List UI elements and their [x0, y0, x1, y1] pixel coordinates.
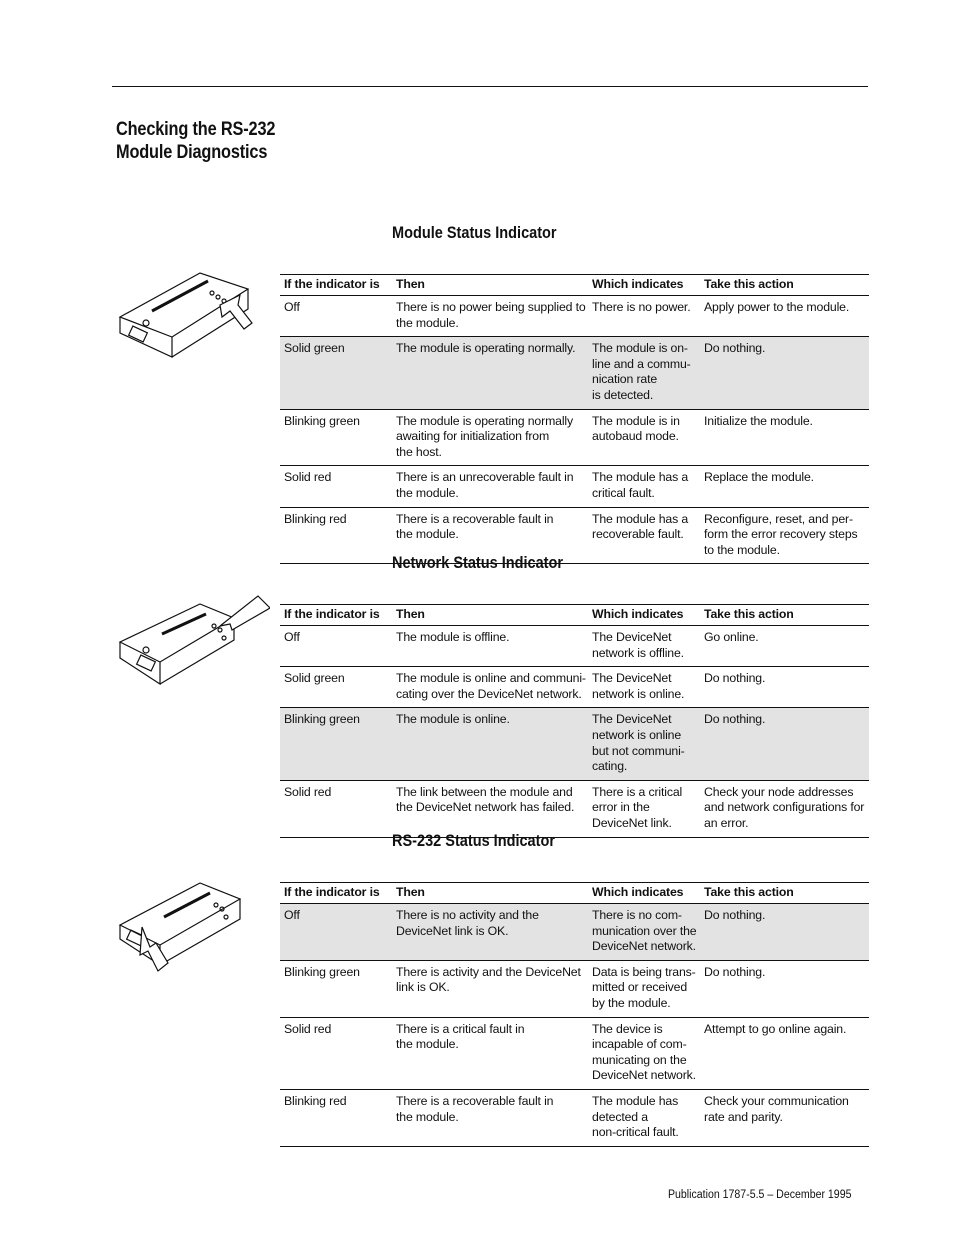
cell-text-line: Blinking red: [284, 1093, 347, 1108]
table-row: [280, 507, 869, 564]
cell-text-line: There is activity and the DeviceNet: [396, 964, 581, 979]
table-row: [280, 780, 869, 837]
table-row: [280, 296, 869, 337]
cell-text-line: Check your communication: [704, 1093, 849, 1108]
cell-text-line: Do nothing.: [704, 908, 766, 922]
cell-text-line: link is OK.: [396, 980, 450, 995]
cell-text-line: Blinking green: [284, 712, 360, 727]
table-row: [280, 409, 869, 466]
cell-text-line: non-critical fault.: [592, 1125, 679, 1140]
cell-text-line: The module is on-: [592, 341, 688, 356]
cell-text-line: Blinking green: [284, 964, 360, 979]
indicates-cell: [588, 708, 700, 780]
cell-text-line: There is no power.: [592, 300, 691, 314]
then-cell: [392, 708, 588, 780]
network-status-table: [280, 604, 869, 838]
cell-text-line: Do nothing.: [704, 671, 766, 686]
header-then: Then: [392, 605, 588, 626]
action-cell: [700, 507, 869, 564]
cell-text-line: There is no power being supplied to: [396, 300, 586, 314]
header-indicator: If the indicator is: [280, 275, 392, 296]
indicator-cell: [280, 1017, 392, 1089]
cell-text-line: The module is operating normally.: [396, 341, 576, 356]
cell-text-line: The module has: [592, 1093, 679, 1108]
action-cell: [700, 1017, 869, 1089]
rs232-device-illustration: [112, 873, 270, 988]
indicator-cell: [280, 626, 392, 667]
cell-text-line: an error.: [704, 815, 749, 830]
table-row: [280, 1089, 869, 1146]
indicator-cell: [280, 904, 392, 961]
cell-text-line: The DeviceNet: [592, 630, 672, 644]
cell-text-line: Attempt to go online again.: [704, 1021, 847, 1036]
cell-text-line: Reconfigure, reset, and per-: [704, 511, 853, 526]
cell-text-line: The DeviceNet: [592, 712, 672, 727]
action-cell: [700, 708, 869, 780]
indicator-cell: [280, 708, 392, 780]
then-cell: [392, 296, 588, 337]
cell-text-line: Solid red: [284, 470, 332, 485]
header-indicator: If the indicator is: [280, 883, 392, 904]
action-cell: [700, 780, 869, 837]
table-header-row: [280, 605, 869, 626]
action-cell: [700, 960, 869, 1017]
page-title-line-2: Module Diagnostics: [116, 142, 268, 163]
cell-text-line: The device is: [592, 1021, 663, 1036]
cell-text-line: Solid green: [284, 341, 345, 356]
cell-text-line: line and a commu-: [592, 356, 691, 371]
cell-text-line: Data is being trans-: [592, 964, 696, 979]
cell-text-line: the module.: [396, 1109, 459, 1124]
then-cell: [392, 626, 588, 667]
cell-text-line: DeviceNet network.: [592, 1068, 696, 1083]
action-cell: [700, 1089, 869, 1146]
cell-text-line: DeviceNet link is OK.: [396, 923, 509, 938]
cell-text-line: The module is offline.: [396, 630, 510, 644]
cell-text-line: the module.: [396, 527, 459, 542]
cell-text-line: Do nothing.: [704, 964, 766, 979]
cell-text-line: to the module.: [704, 542, 780, 557]
cell-text-line: but not communi-: [592, 743, 685, 758]
cell-text-line: Blinking red: [284, 511, 347, 526]
indicates-cell: [588, 1017, 700, 1089]
cell-text-line: The link between the module and: [396, 784, 573, 799]
cell-text-line: Off: [284, 300, 300, 314]
module-status-table: [280, 274, 869, 564]
cell-text-line: awaiting for initialization from: [396, 429, 550, 444]
indicates-cell: [588, 337, 700, 409]
cell-text-line: network is online.: [592, 686, 685, 701]
indicates-cell: [588, 626, 700, 667]
section-heading-network-status: Network Status Indicator: [392, 554, 564, 572]
cell-text-line: form the error recovery steps: [704, 527, 858, 542]
cell-text-line: municating on the: [592, 1052, 687, 1067]
cell-text-line: The module is online.: [396, 712, 510, 727]
cell-text-line: There is no activity and the: [396, 908, 539, 922]
cell-text-line: Initialize the module.: [704, 413, 813, 428]
cell-text-line: the module.: [396, 315, 459, 330]
cell-text-line: Solid red: [284, 1021, 332, 1036]
cell-text-line: There is a recoverable fault in: [396, 1093, 554, 1108]
cell-text-line: autobaud mode.: [592, 429, 679, 444]
cell-text-line: Apply power to the module.: [704, 300, 850, 314]
cell-text-line: Do nothing.: [704, 712, 766, 727]
cell-text-line: and network configurations for: [704, 800, 865, 815]
cell-text-line: There is no com-: [592, 908, 682, 922]
then-cell: [392, 1089, 588, 1146]
page-title-line-1: Checking the RS-232: [116, 119, 276, 140]
table-row: [280, 337, 869, 409]
indicator-cell: [280, 296, 392, 337]
header-action: Take this action: [700, 605, 869, 626]
indicator-cell: [280, 337, 392, 409]
indicator-cell: [280, 780, 392, 837]
indicates-cell: [588, 780, 700, 837]
header-indicates: Which indicates: [588, 605, 700, 626]
table-row: [280, 667, 869, 708]
header-then: Then: [392, 883, 588, 904]
cell-text-line: There is a critical fault in: [396, 1021, 525, 1036]
cell-text-line: cating over the DeviceNet network.: [396, 686, 582, 701]
cell-text-line: The module is online and communi-: [396, 671, 586, 686]
header-then: Then: [392, 275, 588, 296]
section-heading-rs232-status: RS-232 Status Indicator: [392, 832, 555, 850]
then-cell: [392, 780, 588, 837]
action-cell: [700, 337, 869, 409]
indicator-cell: [280, 667, 392, 708]
cell-text-line: Go online.: [704, 630, 759, 644]
cell-text-line: critical fault.: [592, 485, 655, 500]
cell-text-line: Solid green: [284, 671, 345, 686]
cell-text-line: rate and parity.: [704, 1109, 783, 1124]
table-row: [280, 1017, 869, 1089]
cell-text-line: Off: [284, 908, 300, 922]
section-heading-module-status: Module Status Indicator: [392, 224, 557, 242]
header-indicator: If the indicator is: [280, 605, 392, 626]
cell-text-line: is detected.: [592, 387, 654, 402]
cell-text-line: munication over the: [592, 923, 697, 938]
cell-text-line: Do nothing.: [704, 341, 766, 356]
table-row: [280, 626, 869, 667]
header-action: Take this action: [700, 883, 869, 904]
table-header-row: [280, 275, 869, 296]
action-cell: [700, 409, 869, 466]
indicates-cell: [588, 409, 700, 466]
cell-text-line: The DeviceNet: [592, 671, 672, 686]
then-cell: [392, 337, 588, 409]
cell-text-line: The module has a: [592, 470, 689, 485]
then-cell: [392, 409, 588, 466]
action-cell: [700, 667, 869, 708]
header-action: Take this action: [700, 275, 869, 296]
indicator-cell: [280, 1089, 392, 1146]
cell-text-line: There is a critical: [592, 784, 683, 799]
header-indicates: Which indicates: [588, 883, 700, 904]
cell-text-line: There is a recoverable fault in: [396, 511, 554, 526]
page-title: [116, 118, 340, 164]
then-cell: [392, 960, 588, 1017]
cell-text-line: by the module.: [592, 995, 671, 1010]
cell-text-line: error in the: [592, 800, 650, 815]
cell-text-line: network is offline.: [592, 645, 684, 660]
cell-text-line: The module has a: [592, 511, 689, 526]
then-cell: [392, 466, 588, 507]
cell-text-line: cating.: [592, 759, 628, 774]
cell-text-line: The module is in: [592, 413, 680, 428]
indicator-cell: [280, 466, 392, 507]
cell-text-line: the module.: [396, 485, 459, 500]
cell-text-line: incapable of com-: [592, 1037, 687, 1052]
action-cell: [700, 466, 869, 507]
action-cell: [700, 904, 869, 961]
cell-text-line: Check your node addresses: [704, 784, 854, 799]
indicates-cell: [588, 960, 700, 1017]
indicates-cell: [588, 1089, 700, 1146]
then-cell: [392, 1017, 588, 1089]
table-row: [280, 466, 869, 507]
cell-text-line: The module is operating normally: [396, 413, 574, 428]
indicates-cell: [588, 904, 700, 961]
then-cell: [392, 667, 588, 708]
indicator-cell: [280, 409, 392, 466]
then-cell: [392, 904, 588, 961]
cell-text-line: Replace the module.: [704, 470, 814, 485]
indicates-cell: [588, 507, 700, 564]
table-row: [280, 904, 869, 961]
table-header-row: [280, 883, 869, 904]
cell-text-line: nication rate: [592, 372, 658, 387]
network-device-illustration: [112, 590, 270, 705]
cell-text-line: There is an unrecoverable fault in: [396, 470, 574, 485]
action-cell: [700, 626, 869, 667]
cell-text-line: Solid red: [284, 784, 332, 799]
module-device-illustration: [112, 265, 270, 380]
indicates-cell: [588, 296, 700, 337]
cell-text-line: detected a: [592, 1109, 648, 1124]
cell-text-line: the DeviceNet network has failed.: [396, 800, 575, 815]
cell-text-line: network is online: [592, 727, 682, 742]
action-cell: [700, 296, 869, 337]
cell-text-line: Blinking green: [284, 413, 360, 428]
indicates-cell: [588, 667, 700, 708]
table-row: [280, 708, 869, 780]
header-indicates: Which indicates: [588, 275, 700, 296]
cell-text-line: DeviceNet link.: [592, 815, 672, 830]
cell-text-line: Off: [284, 630, 300, 644]
table-row: [280, 960, 869, 1017]
indicator-cell: [280, 960, 392, 1017]
cell-text-line: mitted or received: [592, 980, 688, 995]
cell-text-line: the host.: [396, 444, 442, 459]
top-rule: [112, 86, 868, 87]
indicates-cell: [588, 466, 700, 507]
cell-text-line: recoverable fault.: [592, 527, 684, 542]
publication-footer: Publication 1787-5.5 – December 1995: [667, 1189, 851, 1201]
indicator-cell: [280, 507, 392, 564]
rs232-status-table: [280, 882, 869, 1147]
cell-text-line: the module.: [396, 1037, 459, 1052]
cell-text-line: DeviceNet network.: [592, 939, 696, 954]
